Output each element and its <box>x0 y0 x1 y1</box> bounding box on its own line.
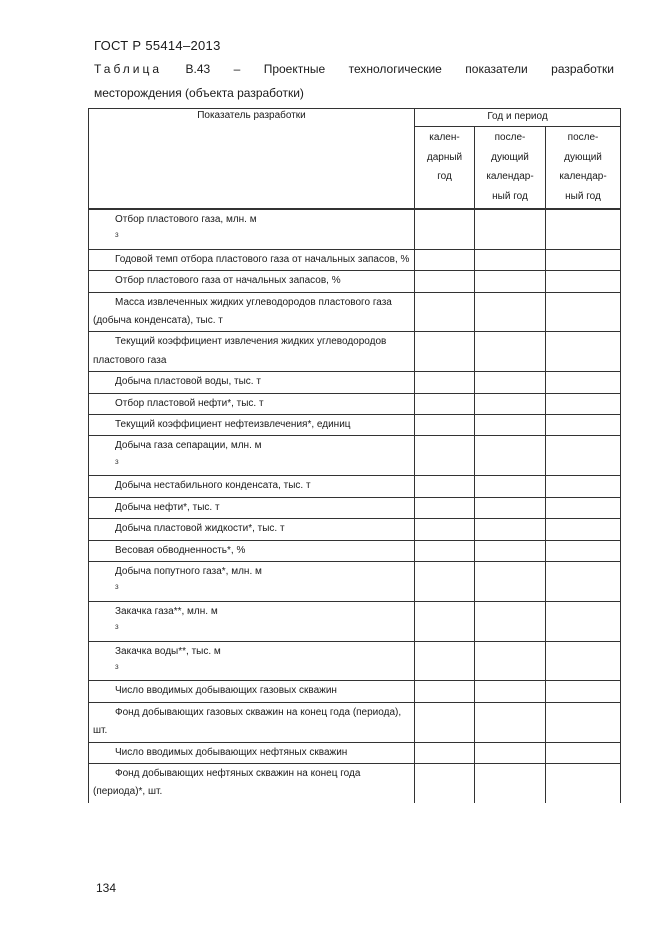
row-label-text <box>93 251 410 269</box>
row-label-value: Отбор пластового газа, млн. м <box>115 214 257 225</box>
row-label <box>89 540 415 561</box>
table-row <box>89 519 621 540</box>
value-cell <box>415 519 475 540</box>
row-label <box>89 249 415 270</box>
value-cell <box>415 681 475 702</box>
value-cell <box>415 497 475 518</box>
caption-word: технологические <box>348 62 442 76</box>
value-cell <box>475 742 546 763</box>
row-label <box>89 763 415 802</box>
value-cell <box>415 271 475 292</box>
table-row <box>89 681 621 702</box>
table-row <box>89 497 621 518</box>
table-row <box>89 641 621 681</box>
value-cell <box>475 702 546 742</box>
row-label-value: Добыча пластовой воды, тыс. т <box>115 376 261 388</box>
table-row <box>89 292 621 332</box>
value-cell <box>475 519 546 540</box>
table-row <box>89 763 621 802</box>
value-cell <box>415 249 475 270</box>
header-line: ный год <box>565 190 601 202</box>
row-label <box>89 292 415 332</box>
header-line: дарный <box>426 151 463 163</box>
header-next-year-2 <box>546 127 621 210</box>
value-cell <box>546 249 621 270</box>
header-line: кален- <box>429 132 460 143</box>
caption-word: Таблица <box>94 62 163 76</box>
row-label-text <box>93 704 410 741</box>
caption-word: В.43 <box>185 62 211 76</box>
header-line: после- <box>567 132 599 143</box>
value-cell <box>475 292 546 332</box>
row-label-text <box>93 211 410 248</box>
table-row <box>89 415 621 436</box>
table-row <box>89 436 621 476</box>
header-line: год <box>437 171 452 182</box>
table-row <box>89 540 621 561</box>
header-line: календар- <box>486 171 534 182</box>
value-cell <box>546 415 621 436</box>
value-cell <box>546 742 621 763</box>
row-label-text <box>93 272 410 290</box>
row-label-text <box>93 643 410 680</box>
caption-word: разработки <box>551 62 614 76</box>
value-cell <box>546 702 621 742</box>
row-label <box>89 601 415 641</box>
row-label <box>89 271 415 292</box>
table-row <box>89 393 621 414</box>
table-row <box>89 601 621 641</box>
row-label <box>89 742 415 763</box>
value-cell <box>546 763 621 802</box>
value-cell <box>475 209 546 249</box>
value-cell <box>546 641 621 681</box>
row-label-value: Добыча нефти*, тыс. т <box>115 501 220 513</box>
value-cell <box>415 742 475 763</box>
table-row <box>89 561 621 601</box>
table-row <box>89 209 621 249</box>
superscript: 3 <box>115 663 119 671</box>
value-cell <box>415 601 475 641</box>
header-line: после- <box>494 132 526 143</box>
value-cell <box>415 393 475 414</box>
value-cell <box>475 415 546 436</box>
value-cell <box>475 372 546 393</box>
row-label-text <box>93 744 410 762</box>
value-cell <box>475 601 546 641</box>
row-label-text <box>93 416 410 434</box>
value-cell <box>475 436 546 476</box>
table-row <box>89 249 621 270</box>
value-cell <box>415 540 475 561</box>
value-cell <box>475 476 546 497</box>
row-label-value: Закачка воды**, тыс. м <box>115 645 221 657</box>
row-label-text <box>93 477 410 495</box>
row-label <box>89 641 415 681</box>
standard-number: ГОСТ Р 55414–2013 <box>94 38 221 53</box>
superscript: 3 <box>115 624 119 632</box>
superscript: 3 <box>115 584 119 592</box>
value-cell <box>475 332 546 372</box>
value-cell <box>546 601 621 641</box>
value-cell <box>415 372 475 393</box>
row-label-value: Добыча газа сепарации, млн. м <box>115 440 262 452</box>
indicators-table <box>88 108 621 803</box>
header-calendar-year <box>415 127 475 210</box>
value-cell <box>475 763 546 802</box>
row-label <box>89 209 415 249</box>
header-line: ный год <box>492 190 528 202</box>
value-cell <box>415 702 475 742</box>
value-cell <box>546 436 621 476</box>
value-cell <box>546 209 621 249</box>
row-label-value: Закачка газа**, млн. м <box>115 605 218 617</box>
row-label-text <box>93 333 410 370</box>
row-label <box>89 702 415 742</box>
table-caption-line2: месторождения (объекта разработки) <box>94 86 304 100</box>
superscript: 3 <box>115 458 119 466</box>
header-line: дующий <box>564 151 602 163</box>
value-cell <box>546 271 621 292</box>
row-label-value: Число вводимых добывающих газовых скважин <box>115 685 337 697</box>
value-cell <box>415 641 475 681</box>
row-label-value: Годовой темп отбора пластового газа от начальных запасов, % <box>115 253 410 265</box>
value-cell <box>475 249 546 270</box>
row-label-text <box>93 395 410 413</box>
value-cell <box>475 540 546 561</box>
header-line: календар- <box>559 171 607 182</box>
value-cell <box>546 292 621 332</box>
row-label-value: Весовая обводненность*, % <box>115 544 246 556</box>
caption-word: показатели <box>465 62 528 76</box>
value-cell <box>415 436 475 476</box>
row-label-text <box>93 520 410 538</box>
row-label <box>89 497 415 518</box>
value-cell <box>546 561 621 601</box>
row-label-text <box>93 294 410 331</box>
header-line: дующий <box>491 151 529 163</box>
value-cell <box>546 332 621 372</box>
header-next-year-1 <box>475 127 546 210</box>
value-cell <box>415 209 475 249</box>
row-label-value: Число вводимых добывающих нефтяных скважин <box>115 746 348 758</box>
row-label <box>89 332 415 372</box>
superscript: 3 <box>115 232 119 240</box>
row-label-text <box>93 437 410 474</box>
header-year-period: Год и период <box>415 109 621 127</box>
value-cell <box>546 476 621 497</box>
row-label-value: Добыча пластовой жидкости*, тыс. т <box>115 523 285 535</box>
row-label-value: Текущий коэффициент нефтеизвлечения*, единиц <box>115 419 351 431</box>
caption-word: Проектные <box>263 62 326 76</box>
row-label <box>89 561 415 601</box>
row-label <box>89 393 415 414</box>
table-row <box>89 702 621 742</box>
value-cell <box>415 561 475 601</box>
table-caption-line1 <box>94 62 614 76</box>
value-cell <box>546 497 621 518</box>
value-cell <box>475 561 546 601</box>
row-label-text <box>93 563 410 600</box>
caption-word: – <box>233 62 241 76</box>
row-label-value: Фонд добывающих нефтяных скважин на конец года (периода)*, шт. <box>93 767 361 798</box>
row-label <box>89 415 415 436</box>
row-label <box>89 519 415 540</box>
row-label-value: Текущий коэффициент извлечения жидких углеводородов пластового газа <box>93 336 387 366</box>
value-cell <box>546 540 621 561</box>
row-label-value: Добыча нестабильного конденсата, тыс. т <box>115 480 311 492</box>
table-row <box>89 271 621 292</box>
value-cell <box>415 332 475 372</box>
row-label-text <box>93 603 410 640</box>
value-cell <box>475 271 546 292</box>
row-label-value: Масса извлеченных жидких углеводородов пластового газа (добыча конденсата), тыс. т <box>93 296 392 327</box>
row-label <box>89 436 415 476</box>
value-cell <box>415 763 475 802</box>
value-cell <box>546 519 621 540</box>
value-cell <box>415 415 475 436</box>
table-row <box>89 742 621 763</box>
row-label-text <box>93 765 410 802</box>
value-cell <box>475 393 546 414</box>
value-cell <box>546 372 621 393</box>
value-cell <box>475 497 546 518</box>
row-label-value: Отбор пластовой нефти*, тыс. т <box>115 397 264 409</box>
row-label <box>89 476 415 497</box>
row-label-text <box>93 542 410 560</box>
value-cell <box>546 681 621 702</box>
header-indicator: Показатель разработки <box>89 109 415 210</box>
value-cell <box>415 476 475 497</box>
row-label-value: Отбор пластового газа от начальных запасов, % <box>115 275 341 287</box>
value-cell <box>546 393 621 414</box>
row-label <box>89 372 415 393</box>
row-label-text <box>93 373 410 391</box>
value-cell <box>475 681 546 702</box>
table-row <box>89 332 621 372</box>
value-cell <box>475 641 546 681</box>
table-row <box>89 476 621 497</box>
row-label-text <box>93 499 410 517</box>
row-label-value: Фонд добывающих газовых скважин на конец года (периода), шт. <box>93 706 402 737</box>
page-number: 134 <box>96 881 117 895</box>
row-label-text <box>93 682 410 700</box>
value-cell <box>415 292 475 332</box>
row-label-value: Добыча попутного газа*, млн. м <box>115 565 262 577</box>
row-label <box>89 681 415 702</box>
table-row <box>89 372 621 393</box>
